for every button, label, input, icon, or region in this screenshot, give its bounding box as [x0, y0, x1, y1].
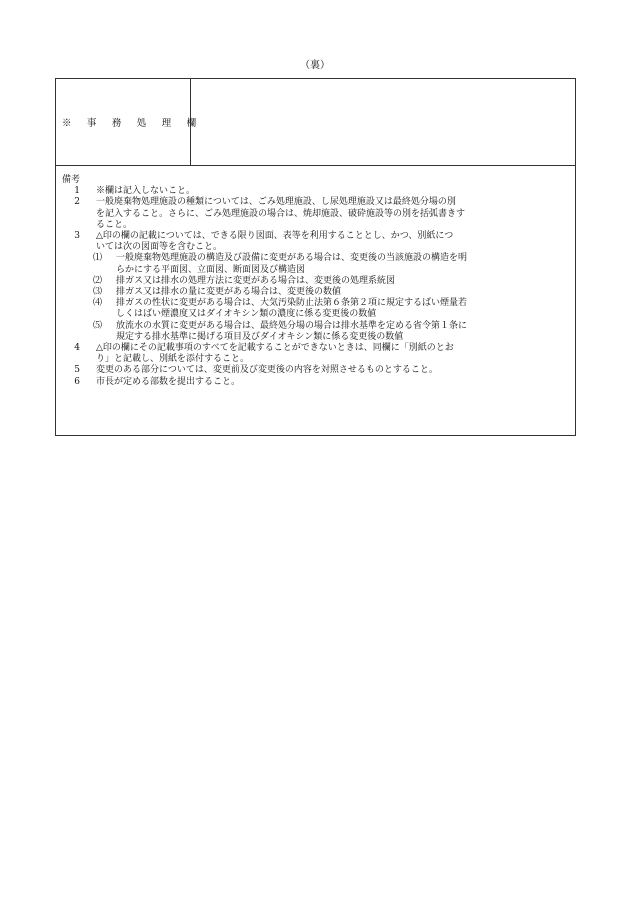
note-subitem-5	[62, 321, 575, 343]
note-number: 3	[74, 231, 80, 242]
note-text: 変更のある部分については、変更前及び変更後の内容を対照させるものとすること。	[96, 365, 438, 376]
note-item-4	[62, 343, 575, 365]
note-number: 1	[74, 186, 80, 197]
notes-section	[55, 166, 576, 436]
note-number: ⑴	[92, 253, 102, 264]
note-text: △印の欄にその記載事項のすべてを記載することができないときは、同欄に「別紙のとお り」と記載し、別紙を添付すること。	[96, 343, 454, 365]
note-item-6	[62, 377, 575, 388]
note-text: ※欄は記入しないこと。	[96, 186, 196, 197]
note-subitem-4	[62, 298, 575, 320]
office-use-field	[191, 79, 575, 165]
page-side-label: （裏）	[300, 60, 330, 71]
note-number: 5	[74, 365, 80, 376]
notes-title: 備考	[62, 175, 81, 185]
note-number: ⑵	[92, 275, 102, 286]
note-text: 一般廃棄物処理施設の構造及び設備に変更がある場合は、変更後の当該施設の構造を明 らかにする平面図、立面図、断面図及び構造図	[116, 253, 468, 275]
note-text: 市長が定める部数を提出すること。	[96, 376, 241, 387]
note-item-5	[62, 365, 575, 376]
note-number: ⑸	[92, 320, 102, 331]
note-text: 排ガス又は排水の処理方法に変更がある場合は、変更後の処理系統図	[116, 275, 396, 286]
note-number: ⑶	[92, 287, 102, 298]
note-number: 2	[74, 197, 80, 208]
note-subitem-1	[62, 253, 575, 275]
note-number: ⑷	[92, 298, 102, 309]
note-number: 6	[74, 376, 80, 387]
note-item-1	[62, 186, 575, 197]
note-subitem-3	[62, 287, 575, 298]
note-text: 放流水の水質に変更がある場合は、最終処分場の場合は排水基準を定める省令第１条に 規定する排水基準に掲げる項目及びダイオキシン類に係る変更後の数値	[116, 320, 468, 342]
note-text: △印の欄の記載については、できる限り図面、表等を利用することとし、かつ、別紙につ いては次の図面等を含むこと。	[96, 231, 454, 253]
note-number: 4	[74, 343, 80, 354]
note-text: 排ガス又は排水の量に変更がある場合は、変更後の数値	[116, 287, 342, 298]
note-item-3	[62, 231, 575, 253]
note-subitem-2	[62, 276, 575, 287]
office-use-label: ※ 事 務 処 理 欄	[56, 79, 191, 165]
note-text: 一般廃棄物処理施設の種類については、ごみ処理施設、し尿処理施設又は最終処分場の別 を記入すること。さらに、ごみ処理施設の場合は、焼却施設、破砕施設等の別を括弧書きす ること。	[96, 197, 466, 230]
note-item-2	[62, 197, 575, 231]
note-text: 排ガスの性状に変更がある場合は、大気汚染防止法第６条第２項に規定するばい煙量若 しくはばい煙濃度又はダイオキシン類の濃度に係る変更後の数値	[116, 298, 468, 320]
office-use-table	[55, 78, 576, 166]
